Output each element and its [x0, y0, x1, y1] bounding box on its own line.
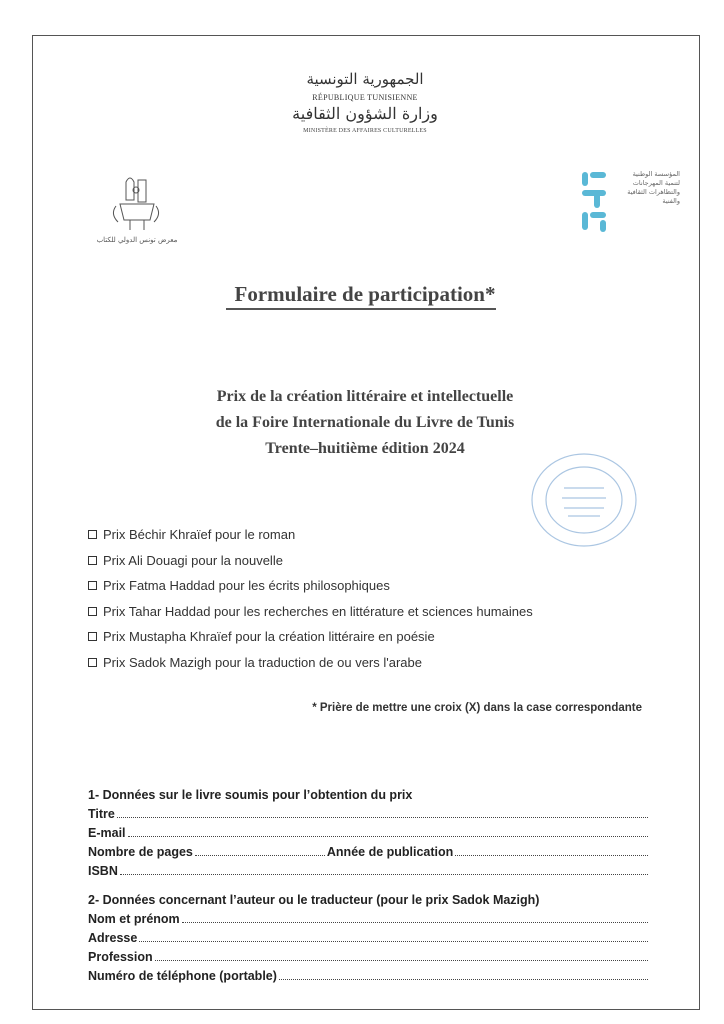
- section-2-title: 2- Données concernant l’auteur ou le traducteur (pour le prix Sadok Mazigh): [88, 893, 540, 907]
- field-fill-line[interactable]: [155, 948, 648, 961]
- field-label: Adresse: [88, 931, 138, 945]
- subtitle-line-3: Trente–huitième édition 2024: [265, 440, 465, 457]
- field-label: Titre: [88, 807, 115, 821]
- prize-option-tahar-haddad[interactable]: [88, 599, 648, 625]
- prize-label: Prix Mustapha Khraïef pour la création littéraire en poésie: [103, 629, 435, 645]
- section-book-data: [88, 786, 648, 881]
- instruction-note: * Prière de mettre une croix (X) dans la case correspondante: [312, 702, 642, 714]
- subtitle-line-2: de la Foire Internationale du Livre de Tunis: [215, 414, 515, 431]
- field-label: Nombre de pages: [88, 845, 193, 859]
- checkbox-icon[interactable]: [88, 607, 97, 616]
- book-fair-logo-icon: [96, 170, 176, 240]
- field-email[interactable]: [88, 824, 648, 843]
- field-label: Numéro de téléphone (portable): [88, 969, 277, 983]
- checkbox-icon[interactable]: [88, 658, 97, 667]
- header-arabic-republic: الجمهورية التونسية: [306, 70, 424, 88]
- subtitle-line-1: Prix de la création littéraire et intellectuelle: [216, 388, 514, 405]
- header-republic: RÉPUBLIQUE TUNISIENNE: [312, 93, 418, 102]
- right-logo-text: المؤسسة الوطنية لتنمية المهرجانات والتظاهرات الثقافية والفنية: [627, 170, 680, 205]
- field-fill-line[interactable]: [128, 824, 648, 837]
- header-ministry: MINISTÈRE DES AFFAIRES CULTURELLES: [303, 128, 427, 134]
- form-title: Formulaire de participation*: [234, 282, 496, 306]
- left-logo-caption: معرض تونس الدولي للكتاب: [96, 236, 178, 244]
- field-label: E-mail: [88, 826, 126, 840]
- field-titre[interactable]: [88, 805, 648, 824]
- field-isbn[interactable]: [88, 862, 648, 881]
- field-fill-line[interactable]: [182, 910, 648, 923]
- field-adresse[interactable]: [88, 929, 648, 948]
- field-label: Année de publication: [326, 845, 454, 859]
- prize-label: Prix Fatma Haddad pour les écrits philosophiques: [103, 578, 390, 594]
- field-fill-line[interactable]: [117, 805, 648, 818]
- prize-option-sadok-mazigh[interactable]: [88, 650, 648, 676]
- checkbox-icon[interactable]: [88, 632, 97, 641]
- checkbox-icon[interactable]: [88, 581, 97, 590]
- field-pages-annee[interactable]: [88, 843, 648, 862]
- prize-option-fatma-haddad[interactable]: [88, 573, 648, 599]
- title-underline: [226, 308, 496, 310]
- header-arabic-ministry: وزارة الشؤون الثقافية: [292, 104, 438, 123]
- field-telephone[interactable]: [88, 967, 648, 986]
- field-label: ISBN: [88, 864, 118, 878]
- section-1-title: 1- Données sur le livre soumis pour l’obtention du prix: [88, 788, 413, 802]
- prize-option-mustapha-khraief[interactable]: [88, 624, 648, 650]
- prize-label: Prix Sadok Mazigh pour la traduction de ou vers l'arabe: [103, 654, 422, 670]
- field-nom[interactable]: [88, 910, 648, 929]
- checkbox-icon[interactable]: [88, 530, 97, 539]
- section-author-data: [88, 891, 648, 986]
- field-fill-line[interactable]: [120, 862, 648, 875]
- prize-label: Prix Béchir Khraïef pour le roman: [103, 527, 296, 543]
- field-fill-line[interactable]: [279, 967, 648, 980]
- checkbox-icon[interactable]: [88, 556, 97, 565]
- prize-list: [88, 522, 648, 675]
- prize-label: Prix Tahar Haddad pour les recherches en littérature et sciences humaines: [103, 603, 533, 619]
- field-fill-line[interactable]: [455, 843, 648, 856]
- prize-option-ali-douagi[interactable]: [88, 548, 648, 574]
- prize-label: Prix Ali Douagi pour la nouvelle: [103, 552, 283, 568]
- field-profession[interactable]: [88, 948, 648, 967]
- field-fill-line[interactable]: [139, 929, 648, 942]
- field-label: Profession: [88, 950, 153, 964]
- field-fill-line[interactable]: [195, 843, 325, 856]
- field-label: Nom et prénom: [88, 912, 180, 926]
- prize-option-bechir-khraief[interactable]: [88, 522, 648, 548]
